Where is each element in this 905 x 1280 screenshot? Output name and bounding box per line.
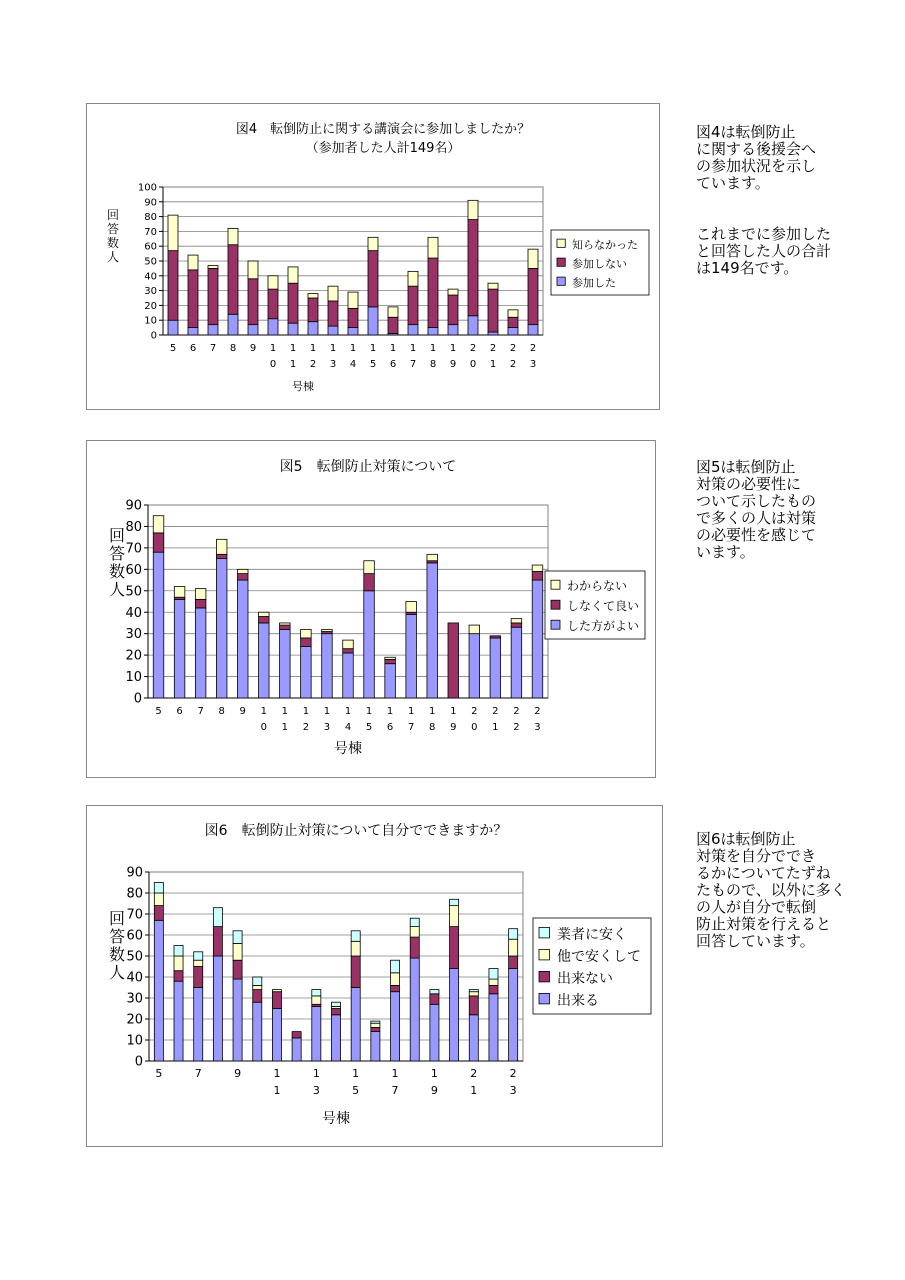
- bar-segment: [248, 279, 258, 325]
- y-tick-label: 30: [126, 991, 143, 1007]
- bar-segment: [511, 627, 522, 698]
- y-tick-label: 10: [144, 315, 157, 327]
- bar-segment: [430, 1004, 439, 1061]
- y-tick-label: 80: [144, 212, 157, 224]
- x-tick-label: 1 8: [429, 343, 437, 370]
- y-tick-label: 10: [125, 670, 142, 686]
- bar-segment: [385, 657, 396, 659]
- y-tick-label: 70: [144, 226, 157, 238]
- bar-segment: [351, 988, 360, 1062]
- bar-segment: [511, 623, 522, 627]
- bar-segment: [408, 271, 418, 286]
- bar-segment: [213, 956, 222, 1061]
- bar-segment: [532, 571, 543, 580]
- legend-label: 業者に安く: [557, 926, 627, 943]
- y-tick-label: 60: [144, 241, 157, 253]
- chart-fig5: [86, 440, 656, 778]
- bar-segment: [448, 623, 459, 698]
- y-tick-label: 60: [126, 928, 143, 944]
- bar-segment: [448, 295, 458, 325]
- y-tick-label: 50: [126, 949, 143, 965]
- y-tick-label: 30: [125, 627, 142, 643]
- bar-segment: [490, 638, 501, 698]
- y-tick-label: 70: [126, 907, 143, 923]
- bar-segment: [194, 952, 203, 960]
- bar-segment: [268, 319, 278, 335]
- x-tick-label: 2 0: [471, 706, 478, 733]
- bar-segment: [388, 317, 398, 333]
- x-tick-label: 5: [169, 343, 177, 354]
- x-tick-label: 5: [155, 1067, 163, 1080]
- y-tick-label: 50: [125, 584, 142, 600]
- bar-segment: [488, 332, 498, 335]
- bar-segment: [308, 322, 318, 335]
- y-tick-label: 90: [126, 865, 143, 881]
- legend-swatch: [557, 239, 565, 247]
- bar-segment: [427, 563, 438, 698]
- bar-segment: [331, 1009, 340, 1015]
- note-fig5-p1: 図5は転倒防止 対策の必要性に ついて示したもの で多くの人は対策 の必要性を感じて います。: [696, 458, 817, 561]
- bar-segment: [195, 608, 206, 698]
- legend-label: しなくて良い: [567, 599, 640, 614]
- bar-segment: [253, 1002, 262, 1061]
- bar-segment: [174, 946, 183, 957]
- bar-segment: [288, 283, 298, 323]
- x-tick-label: 1 2: [302, 706, 310, 733]
- bar-segment: [364, 561, 375, 574]
- bar-segment: [448, 325, 458, 335]
- bar-segment: [228, 228, 238, 244]
- x-tick-label: 9: [234, 1067, 242, 1080]
- y-tick-label: 80: [126, 886, 143, 902]
- bar-segment: [259, 612, 270, 616]
- bar-segment: [348, 328, 358, 335]
- bar-segment: [410, 958, 419, 1061]
- bar-segment: [371, 1021, 380, 1023]
- bar-segment: [488, 283, 498, 289]
- note-fig4: [696, 107, 876, 311]
- bar-segment: [280, 623, 291, 625]
- bar-segment: [168, 215, 178, 251]
- x-tick-label: 2 3: [534, 706, 541, 733]
- bar-segment: [450, 969, 459, 1061]
- legend-label: 出来ない: [557, 970, 613, 987]
- x-tick-label: 1 1: [273, 1067, 281, 1097]
- x-axis-label: 号棟: [292, 380, 314, 393]
- bar-segment: [368, 237, 378, 250]
- bar-segment: [272, 990, 281, 992]
- x-tick-label: 1 0: [269, 343, 277, 370]
- y-tick-label: 40: [125, 605, 142, 621]
- x-tick-label: 1 1: [289, 343, 297, 370]
- bar-segment: [489, 969, 498, 980]
- x-tick-label: 1 2: [309, 343, 317, 370]
- bar-segment: [351, 956, 360, 988]
- bar-segment: [385, 664, 396, 698]
- bar-segment: [153, 533, 164, 552]
- bar-segment: [469, 634, 480, 698]
- bar-segment: [410, 937, 419, 958]
- bar-segment: [508, 328, 518, 335]
- legend-swatch: [539, 993, 550, 1004]
- legend-label: 参加した: [572, 276, 616, 290]
- bar-segment: [208, 268, 218, 324]
- bar-segment: [428, 258, 438, 328]
- y-axis-label: 回答数人: [108, 526, 126, 599]
- legend-swatch: [557, 277, 565, 285]
- bar-segment: [468, 220, 478, 316]
- bar-segment: [248, 261, 258, 279]
- x-tick-label: 1 4: [349, 343, 357, 370]
- y-tick-label: 80: [125, 519, 142, 535]
- bar-segment: [174, 981, 183, 1061]
- legend-label: わからない: [567, 579, 628, 594]
- bar-segment: [468, 316, 478, 335]
- bar-segment: [509, 956, 518, 969]
- x-tick-label: 7: [197, 706, 204, 717]
- bar-segment: [410, 927, 419, 938]
- x-tick-label: 2 2: [513, 706, 520, 733]
- bar-segment: [489, 979, 498, 985]
- bar-segment: [194, 967, 203, 988]
- x-tick-label: 1 9: [430, 1067, 438, 1097]
- bar-segment: [233, 943, 242, 960]
- bar-segment: [301, 638, 312, 647]
- bar-segment: [469, 996, 478, 1015]
- bar-segment: [312, 990, 321, 996]
- y-tick-label: 10: [126, 1033, 143, 1049]
- legend-label: した方がよい: [567, 619, 640, 634]
- bar-segment: [468, 200, 478, 219]
- bar-segment: [153, 516, 164, 533]
- bar-segment: [408, 286, 418, 324]
- bar-segment: [194, 960, 203, 966]
- bar-segment: [406, 614, 417, 698]
- note-fig5: [696, 442, 876, 595]
- bar-segment: [450, 906, 459, 927]
- bar-segment: [427, 554, 438, 560]
- legend-swatch: [551, 580, 560, 589]
- note-fig6: [696, 814, 876, 984]
- bar-segment: [154, 920, 163, 1061]
- bar-segment: [233, 931, 242, 944]
- bar-segment: [216, 559, 227, 698]
- legend-label: 他で安くして: [557, 948, 641, 965]
- bar-segment: [174, 971, 183, 982]
- bar-segment: [528, 325, 538, 335]
- bar-segment: [228, 245, 238, 315]
- x-tick-label: 2 3: [509, 1067, 517, 1097]
- chart-fig4: [86, 103, 660, 410]
- x-tick-label: 6: [189, 343, 197, 354]
- x-tick-label: 1 5: [369, 343, 377, 370]
- bar-segment: [292, 1038, 301, 1061]
- bar-segment: [237, 569, 248, 573]
- y-tick-label: 0: [133, 691, 142, 707]
- bar-segment: [391, 960, 400, 973]
- y-tick-label: 0: [134, 1054, 143, 1070]
- x-tick-label: 5: [155, 706, 162, 717]
- x-tick-label: 7: [194, 1067, 202, 1080]
- y-tick-label: 50: [144, 256, 157, 268]
- note-fig4-p2: これまでに参加した と回答した人の合計 は149名です。: [696, 225, 832, 277]
- bar-segment: [312, 996, 321, 1004]
- bar-segment: [288, 323, 298, 335]
- y-tick-label: 90: [144, 197, 157, 209]
- x-tick-label: 1 9: [450, 706, 457, 733]
- bar-segment: [428, 328, 438, 335]
- bar-segment: [511, 619, 522, 623]
- bar-segment: [280, 625, 291, 629]
- bar-segment: [195, 589, 206, 600]
- bar-segment: [368, 307, 378, 335]
- bar-segment: [489, 985, 498, 993]
- y-tick-label: 70: [125, 541, 142, 557]
- bar-segment: [391, 973, 400, 986]
- bar-segment: [216, 539, 227, 554]
- bar-segment: [253, 985, 262, 989]
- bar-segment: [388, 307, 398, 317]
- legend-swatch: [557, 258, 565, 266]
- bar-segment: [430, 994, 439, 1005]
- bar-segment: [385, 659, 396, 663]
- bar-segment: [430, 990, 439, 994]
- y-tick-label: 40: [144, 271, 157, 283]
- bar-segment: [328, 326, 338, 335]
- chart-title: 図6 転倒防止対策について自分でできますか？: [204, 823, 508, 839]
- note-fig4-p1: 図4は転倒防止 に関する後援会へ の参加状況を示し ています。: [696, 123, 817, 192]
- bar-segment: [488, 289, 498, 332]
- bar-segment: [343, 653, 354, 698]
- bar-segment: [188, 328, 198, 335]
- bar-segment: [154, 906, 163, 921]
- chart-fig6: [86, 805, 663, 1147]
- y-tick-label: 90: [125, 498, 142, 514]
- bar-segment: [410, 918, 419, 926]
- x-tick-label: 2 1: [489, 343, 497, 370]
- bar-segment: [213, 927, 222, 956]
- bar-segment: [343, 640, 354, 649]
- x-tick-label: 1 3: [323, 706, 331, 733]
- bar-segment: [168, 251, 178, 321]
- x-tick-label: 6: [176, 706, 183, 717]
- bar-segment: [301, 647, 312, 698]
- x-tick-label: 1 4: [344, 706, 352, 733]
- y-tick-label: 20: [126, 1012, 143, 1028]
- bar-segment: [469, 990, 478, 992]
- x-tick-label: 1 0: [260, 706, 267, 733]
- x-tick-label: 1 3: [312, 1067, 320, 1097]
- bar-segment: [408, 325, 418, 335]
- bar-segment: [351, 941, 360, 956]
- bar-segment: [174, 586, 185, 597]
- bar-segment: [194, 988, 203, 1062]
- x-tick-label: 7: [209, 343, 217, 354]
- bar-segment: [450, 899, 459, 905]
- bar-segment: [450, 927, 459, 969]
- chart-fig5-svg: [87, 441, 655, 777]
- chart-title: 図5 転倒防止対策について: [279, 459, 457, 475]
- x-tick-label: 1 3: [329, 343, 337, 370]
- y-tick-label: 100: [137, 182, 157, 194]
- x-tick-label: 1 9: [449, 343, 457, 370]
- y-tick-label: 40: [126, 970, 143, 986]
- bar-segment: [371, 1032, 380, 1061]
- bar-segment: [406, 602, 417, 613]
- y-tick-label: 30: [144, 286, 157, 298]
- bar-segment: [233, 979, 242, 1061]
- bar-segment: [188, 270, 198, 328]
- bar-segment: [428, 237, 438, 258]
- x-tick-label: 1 6: [389, 343, 397, 370]
- bar-segment: [469, 625, 480, 634]
- bar-segment: [322, 634, 333, 698]
- bar-segment: [328, 301, 338, 326]
- chart-fig4-svg: [87, 104, 659, 409]
- bar-segment: [328, 286, 338, 301]
- bar-segment: [253, 990, 262, 1003]
- x-tick-label: 9: [239, 706, 246, 717]
- bar-segment: [188, 255, 198, 270]
- bar-segment: [331, 1002, 340, 1006]
- bar-segment: [174, 956, 183, 971]
- legend-label: 参加しない: [572, 257, 627, 271]
- bar-segment: [237, 580, 248, 698]
- chart-subtitle: （参加者した人計149名）: [305, 141, 461, 156]
- note-fig6-p1: 図6は転倒防止 対策を自分ででき るかについてたずね たもので、以外に多く の人が自分で転倒 防止対策を行えると 回答しています。: [696, 830, 846, 950]
- x-tick-label: 1 6: [386, 706, 394, 733]
- bar-segment: [253, 977, 262, 985]
- bar-segment: [331, 1015, 340, 1061]
- bar-segment: [208, 265, 218, 268]
- y-tick-label: 20: [144, 300, 157, 312]
- bar-segment: [272, 992, 281, 1009]
- y-tick-label: 0: [150, 330, 157, 342]
- x-tick-label: 8: [229, 343, 237, 354]
- bar-segment: [312, 1006, 321, 1061]
- bar-segment: [292, 1032, 301, 1038]
- legend-swatch: [539, 949, 550, 960]
- bar-segment: [509, 939, 518, 956]
- bar-segment: [371, 1023, 380, 1027]
- bar-segment: [154, 883, 163, 894]
- y-axis-label: 回答数人: [106, 208, 120, 264]
- x-tick-label: 1 7: [407, 706, 415, 733]
- x-tick-label: 1 5: [365, 706, 373, 733]
- bar-segment: [469, 1015, 478, 1061]
- x-tick-label: 2 1: [492, 706, 499, 733]
- y-tick-label: 20: [125, 648, 142, 664]
- x-tick-label: 1 7: [391, 1067, 399, 1097]
- chart-title: 図4 転倒防止に関する講演会に参加しましたか？: [235, 122, 531, 137]
- x-tick-label: 1 5: [352, 1067, 360, 1097]
- bar-segment: [348, 292, 358, 308]
- bar-segment: [364, 574, 375, 591]
- bar-segment: [208, 325, 218, 335]
- x-axis-label: 号棟: [334, 741, 362, 757]
- x-tick-label: 1 8: [429, 706, 436, 733]
- bar-segment: [448, 289, 458, 295]
- bar-segment: [348, 308, 358, 327]
- x-tick-label: 1 1: [281, 706, 289, 733]
- y-axis-label: 回答数人: [108, 909, 126, 982]
- bar-segment: [532, 565, 543, 571]
- bar-segment: [268, 276, 278, 289]
- bar-segment: [351, 931, 360, 942]
- bar-segment: [509, 969, 518, 1061]
- bar-segment: [301, 629, 312, 638]
- bar-segment: [272, 1009, 281, 1062]
- bar-segment: [228, 314, 238, 335]
- bar-segment: [233, 960, 242, 979]
- bar-segment: [216, 554, 227, 558]
- bar-segment: [371, 1027, 380, 1031]
- x-tick-label: 2 2: [509, 343, 517, 370]
- bar-segment: [259, 623, 270, 698]
- bar-segment: [259, 617, 270, 623]
- chart-fig6-svg: [87, 806, 662, 1146]
- bar-segment: [174, 599, 185, 698]
- bar-segment: [268, 289, 278, 319]
- legend-swatch: [551, 600, 560, 609]
- bar-segment: [213, 908, 222, 927]
- bar-segment: [508, 317, 518, 327]
- bar-segment: [343, 649, 354, 653]
- bar-segment: [308, 294, 318, 298]
- x-tick-label: 8: [218, 706, 225, 717]
- bar-segment: [237, 574, 248, 580]
- bar-segment: [532, 580, 543, 698]
- bar-segment: [469, 992, 478, 996]
- x-axis-label: 号棟: [322, 1111, 350, 1127]
- bar-segment: [288, 267, 298, 283]
- legend-swatch: [539, 971, 550, 982]
- bar-segment: [154, 893, 163, 906]
- bar-segment: [489, 994, 498, 1061]
- x-tick-label: 9: [249, 343, 257, 354]
- bar-segment: [153, 552, 164, 698]
- bar-segment: [368, 251, 378, 307]
- y-tick-label: 60: [125, 562, 142, 578]
- legend-swatch: [539, 927, 550, 938]
- bar-segment: [528, 249, 538, 268]
- bar-segment: [195, 599, 206, 608]
- x-tick-label: 2 1: [470, 1067, 478, 1097]
- bar-segment: [528, 268, 538, 324]
- x-tick-label: 2 0: [469, 343, 477, 370]
- bar-segment: [391, 992, 400, 1061]
- x-tick-label: 2 3: [529, 343, 537, 370]
- legend-label: 出来る: [557, 992, 599, 1009]
- bar-segment: [308, 298, 318, 322]
- bar-segment: [490, 636, 501, 638]
- bar-segment: [391, 985, 400, 991]
- bar-segment: [509, 929, 518, 940]
- bar-segment: [322, 629, 333, 631]
- legend-label: 知らなかった: [572, 238, 638, 252]
- bar-segment: [508, 310, 518, 317]
- bar-segment: [248, 325, 258, 335]
- legend-swatch: [551, 620, 560, 629]
- bar-segment: [364, 591, 375, 698]
- x-tick-label: 1 7: [409, 343, 417, 370]
- bar-segment: [280, 629, 291, 698]
- bar-segment: [168, 320, 178, 335]
